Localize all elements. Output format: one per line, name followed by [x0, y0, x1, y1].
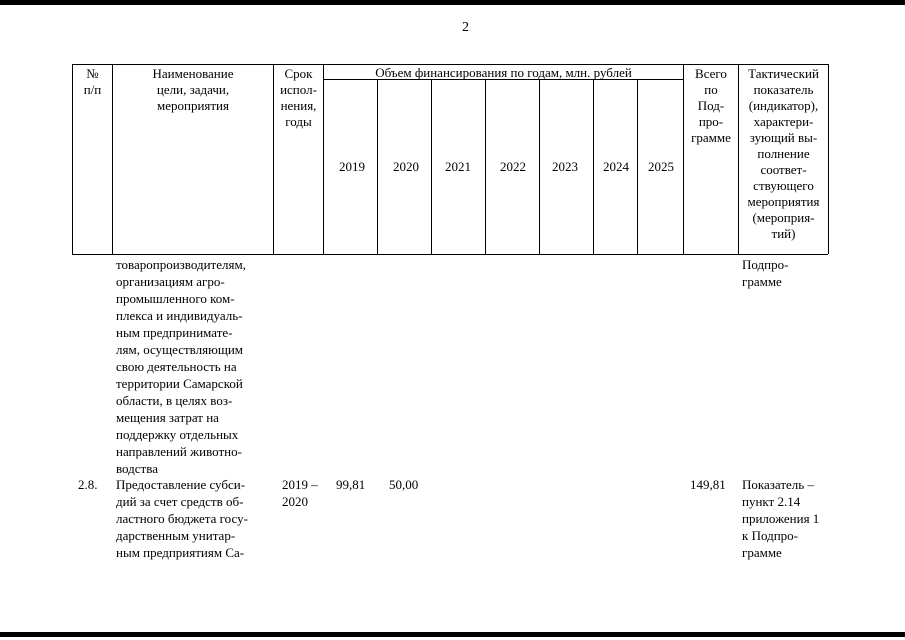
header-year-2023: 2023	[552, 159, 578, 174]
page-number: 2	[462, 20, 469, 35]
header-year-2025: 2025	[648, 159, 674, 174]
header-funding: Объем финансирования по годам, млн. рублей	[375, 65, 632, 80]
header-term: Срок испол- нения, годы	[280, 66, 317, 129]
year-separator	[377, 79, 378, 254]
header-name: Наименование цели, задачи, мероприятия	[152, 66, 234, 113]
header-num: № п/п	[83, 66, 102, 97]
header-year-2022: 2022	[500, 159, 526, 174]
table-header-bottom-line	[72, 254, 828, 255]
row-2-8-name: Предоставление субси- дий за счет средств об- ластного бюджета госу- дарственным унитар- ным предприятиям Са-	[116, 477, 248, 560]
row-2-8-value-2020: 50,00	[389, 477, 419, 492]
row-2-8-value-2019: 99,81	[336, 477, 366, 492]
header-year-2021: 2021	[445, 159, 471, 174]
top-border-rule	[0, 0, 905, 5]
row-2-8-indicator: Показатель – пункт 2.14 приложения 1 к Подпро- грамме	[742, 477, 820, 560]
row-2-8-num: 2.8.	[78, 477, 98, 492]
column-separator	[323, 64, 324, 254]
header-year-2024: 2024	[603, 159, 629, 174]
header-indicator: Тактический показатель (индикатор), характери- зующий вы- полнение соответ- ствующего мероприятия (мероприя- тий)	[747, 66, 820, 241]
row-2-8-term: 2019 – 2020	[282, 477, 318, 509]
row-continued-indicator: Подпро- грамме	[742, 257, 789, 289]
header-year-2020: 2020	[393, 159, 419, 174]
row-2-8-total: 149,81	[690, 477, 726, 492]
header-total: Всего по Под- про- грамме	[691, 66, 731, 145]
bottom-border-rule	[0, 632, 905, 637]
header-year-2019: 2019	[339, 159, 365, 174]
column-separator	[828, 64, 829, 254]
year-separator	[485, 79, 486, 254]
year-separator	[431, 79, 432, 254]
row-continued-name: товаропроизводителям, организациям агро- промышленного ком- плекса и индивидуаль- ным предпринимате- лям, осуществляющим свою деятельность на территории Самарской области, в целях воз- мещения затрат на поддержку отдельных направлений животно- водства	[116, 257, 246, 476]
